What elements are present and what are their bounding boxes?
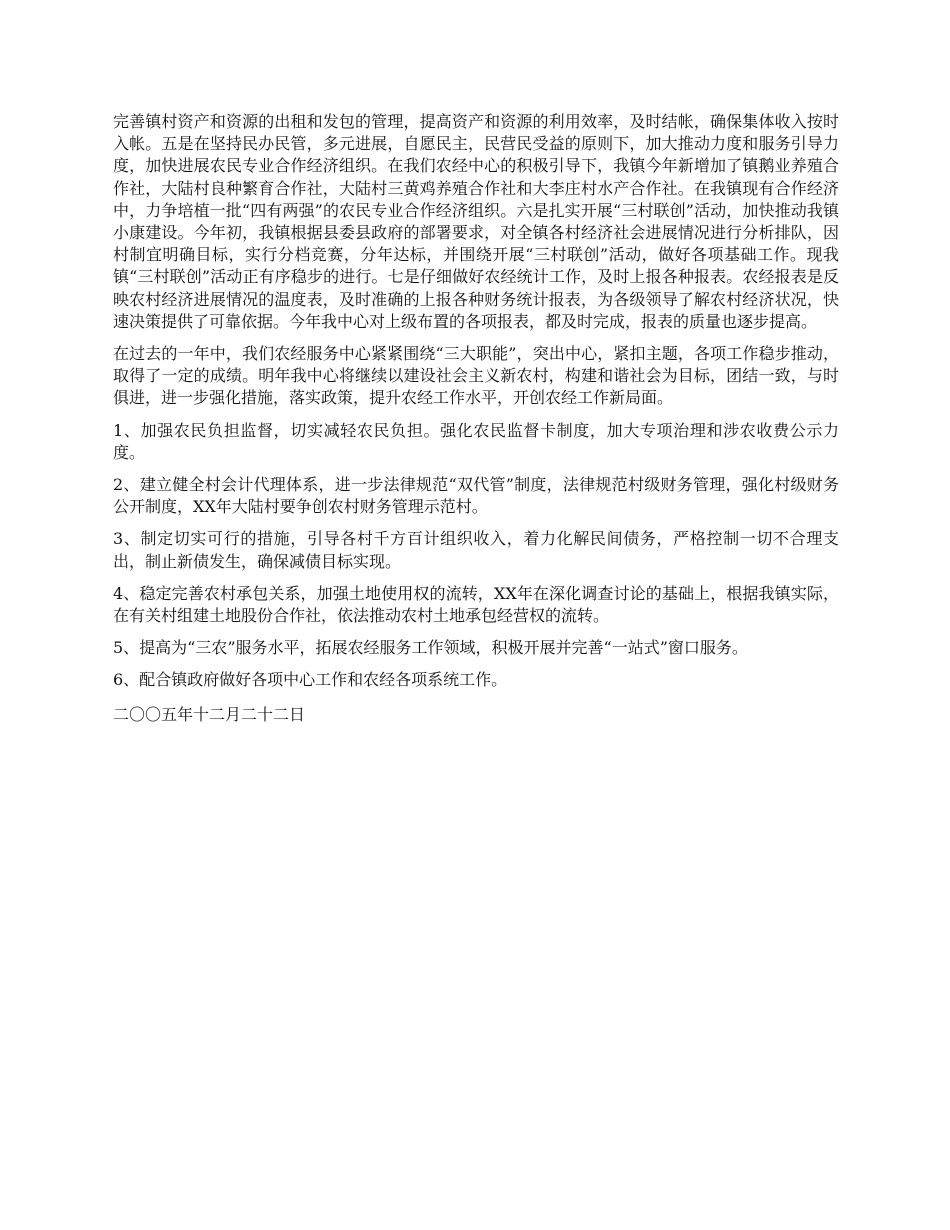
document-body [113, 111, 839, 736]
plan-item-2: 2、建立健全村会计代理体系，进一步法律规范“双代管”制度，法律规范村级财务管理，强化村级财务公开制度，XX年大陆村要争创农村财务管理示范村。 [113, 475, 839, 517]
plan-item-5: 5、提高为“三农”服务水平，拓展农经服务工作领域，积极开展并完善“一站式”窗口服务。 [113, 638, 748, 658]
plan-item-4: 4、稳定完善农村承包关系，加强土地使用权的流转，XX年在深化调查讨论的基础上，根据我镇实际，在有关村组建土地股份合作社，依法推动农村土地承包经营权的流转。 [113, 583, 839, 626]
document-date: 二〇〇五年十二月二十二日 [113, 704, 306, 724]
paragraph-summary: 在过去的一年中，我们农经服务中心紧紧围绕“三大职能”，突出中心，紧扣主题，各项工作稳步推动，取得了一定的成绩。明年我中心将继续以建设社会主义新农村，构建和谐社会为目标，团结一致，与时俱进，进一步强化措施，落实政策，提升农经工作水平，开创农经工作新局面。 [113, 344, 839, 408]
plan-item-6: 6、配合镇政府做好各项中心工作和农经各项系统工作。 [113, 670, 508, 690]
paragraph-achievements: 完善镇村资产和资源的出租和发包的管理，提高资产和资源的利用效率，及时结帐，确保集体收入按时入帐。五是在坚持民办民管，多元进展，自愿民主，民营民受益的原则下，加大推动力度和服务引导力度，加快进展农民专业合作经济组织。在我们农经中心的积极引导下，我镇今年新增加了镇鹅业养殖合作社，大陆村良种繁育合作社，大陆村三黄鸡养殖合作社和大李庄村水产合作社。在我镇现有合作经济中，力争培植一批“四有两强”的农民专业合作经济组织。六是扎实开展“三村联创”活动，加快推动我镇小康建设。今年初，我镇根据县委县政府的部署要求，对全镇各村经济社会进展情况进行分析排队，因村制宜明确目标，实行分档竞赛，分年达标，并围绕开展“三村联创”活动，做好各项基础工作。现我镇“三村联创”活动正有序稳步的进行。七是仔细做好农经统计工作，及时上报各种报表。农经报表是反映农村经济进展情况的温度表，及时准确的上报各种财务统计报表，为各级领导了解农村经济状况，快速决策提供了可靠依据。今年我中心对上级布置的各项报表，都及时完成，报表的质量也逐步提高。 [113, 112, 839, 331]
plan-item-3: 3、制定切实可行的措施，引导各村千方百计组织收入，着力化解民间债务，严格控制一切不合理支出，制止新债发生，确保减债目标实现。 [113, 529, 839, 571]
plan-item-1: 1、加强农民负担监督，切实减轻农民负担。强化农民监督卡制度，加大专项治理和涉农收费公示力度。 [113, 420, 839, 462]
